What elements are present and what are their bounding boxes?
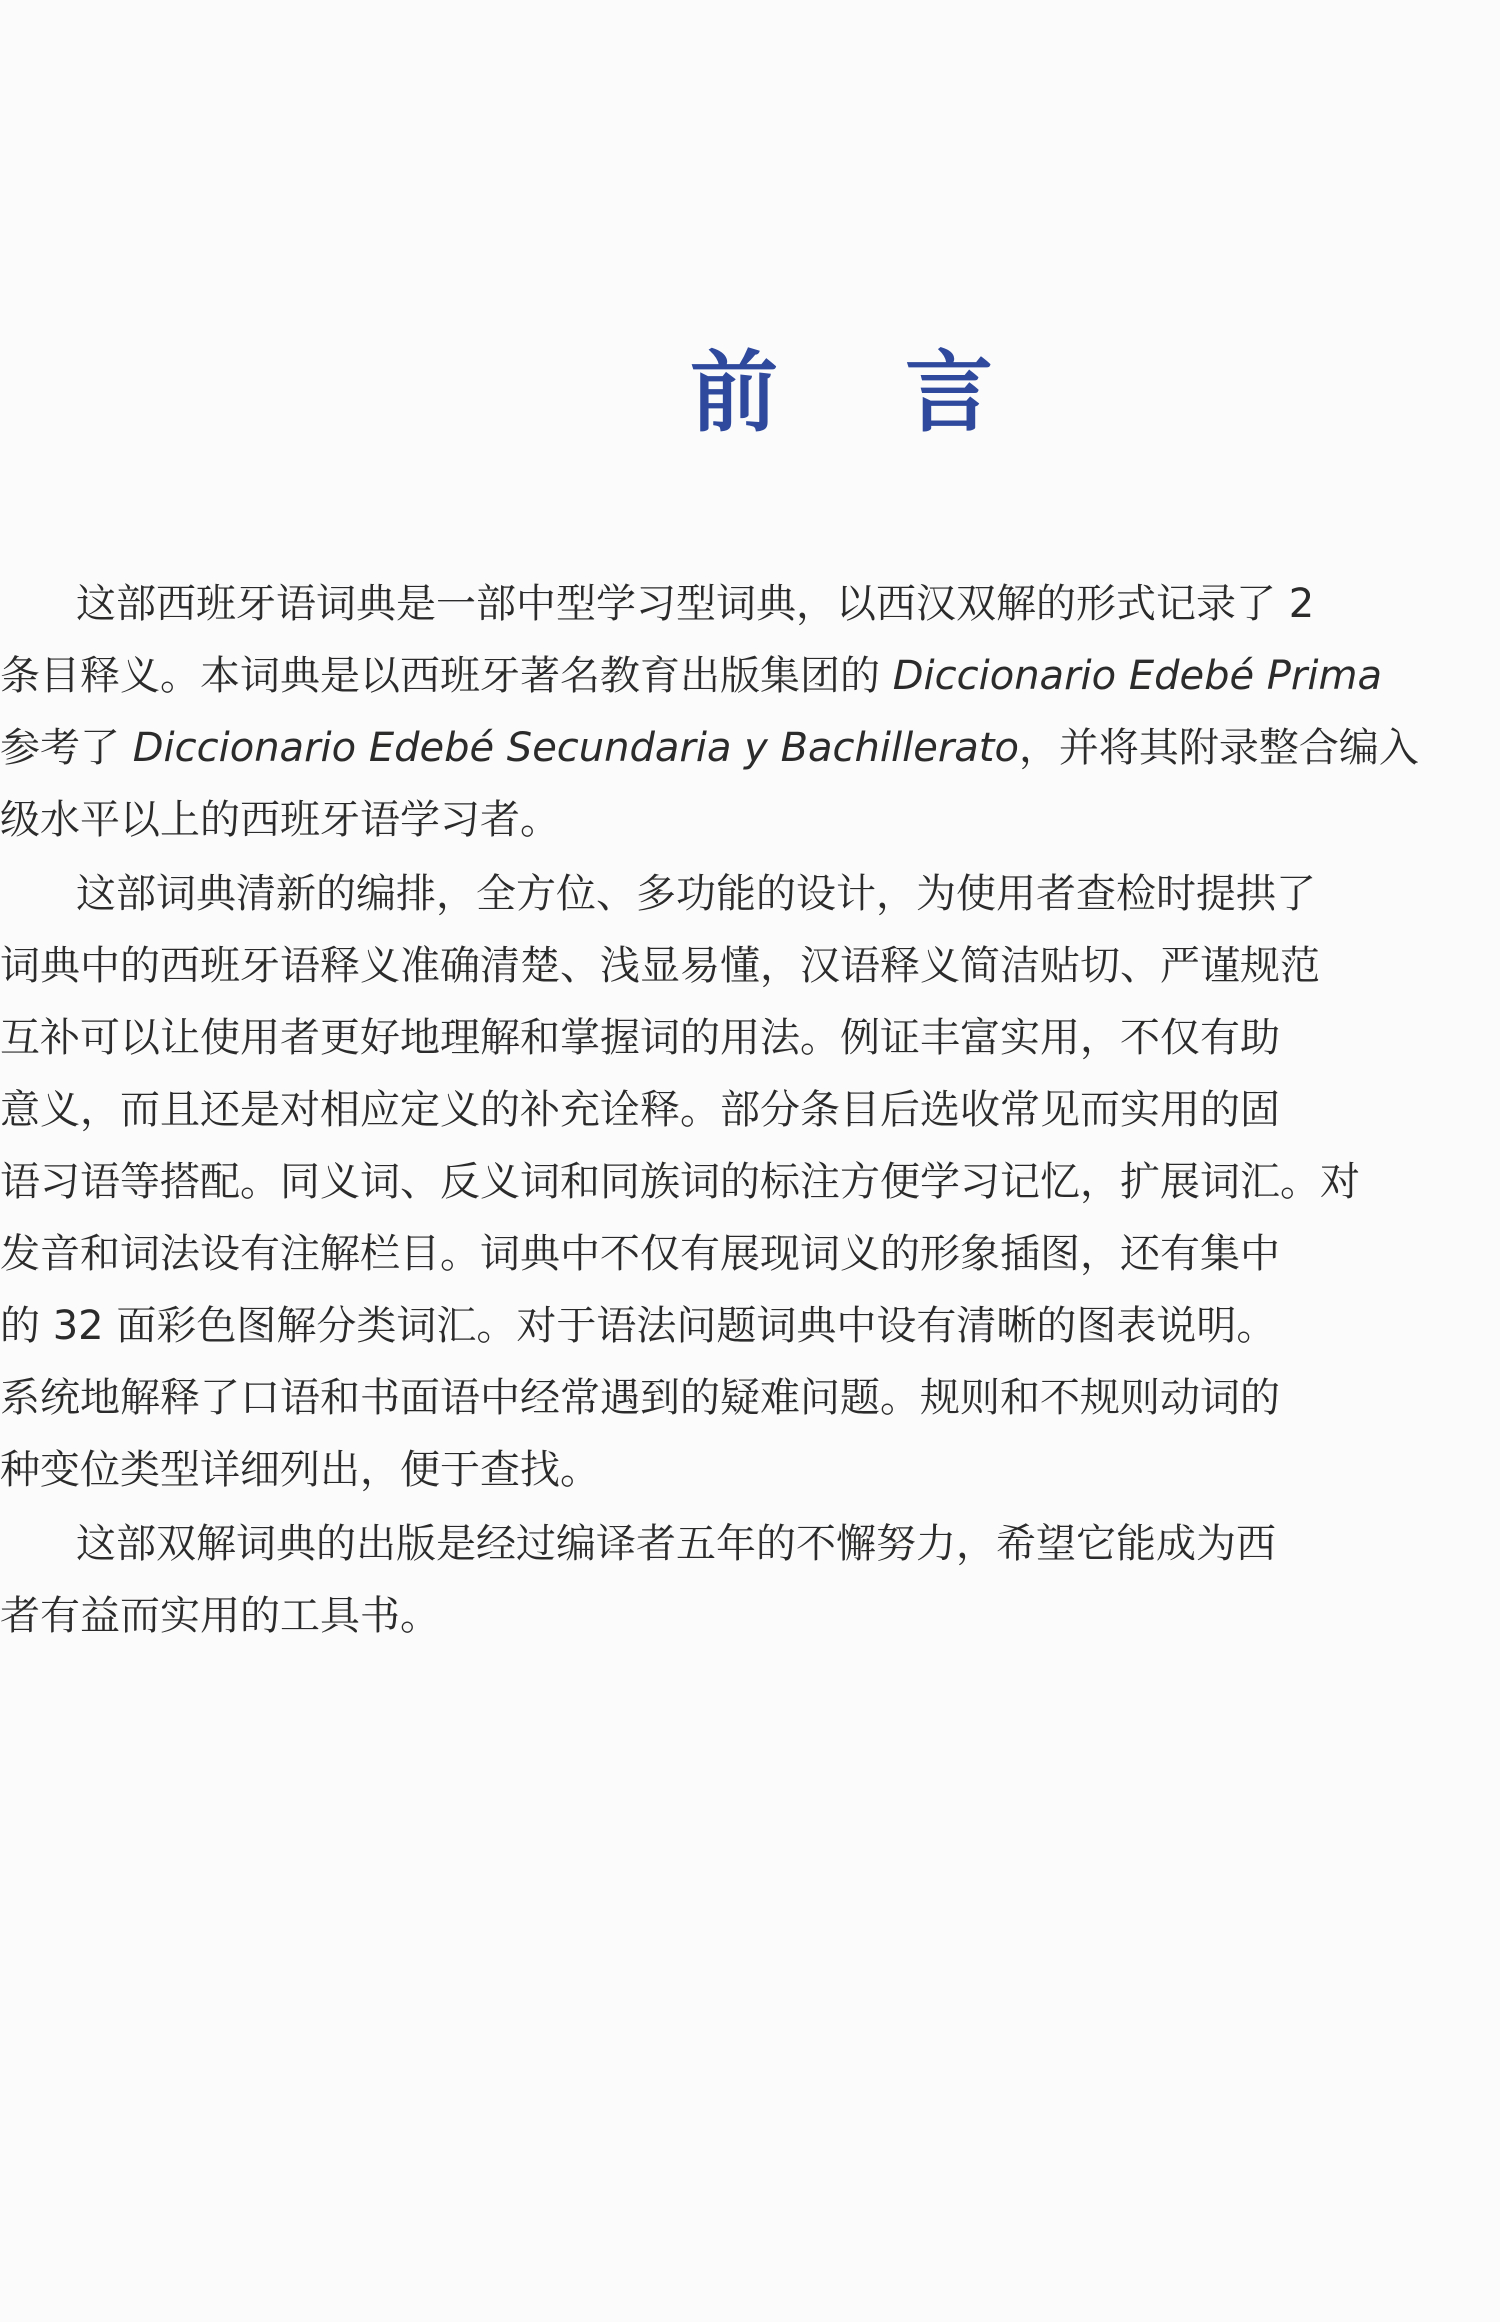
- body-line: 系统地解释了口语和书面语中经常遇到的疑难问题。规则和不规则动词的: [0, 1375, 1280, 1421]
- book-title-italic: Diccionario Edebé Secundaria y Bachillerato: [132, 725, 1019, 771]
- body-line: 发音和词法设有注解栏目。词典中不仅有展现词义的形象插图，还有集中: [0, 1231, 1280, 1277]
- title-char-1: 前: [690, 341, 779, 444]
- body-line: 的 32 面彩色图解分类词汇。对于语法问题词典中设有清晰的图表说明。: [0, 1303, 1277, 1349]
- body-line: 互补可以让使用者更好地理解和掌握词的用法。例证丰富实用，不仅有助: [0, 1015, 1280, 1061]
- body-line: 参考了 Diccionario Edebé Secundaria y Bachillerato，并将其附录整合编入: [0, 725, 1419, 771]
- book-title-italic: Diccionario Edebé Prima: [892, 653, 1382, 699]
- body-line: 条目释义。本词典是以西班牙著名教育出版集团的 Diccionario Edebé Prima: [0, 653, 1382, 699]
- body-line: 这部词典清新的编排，全方位、多功能的设计，为使用者查检时提拱了: [76, 871, 1316, 917]
- body-line: 意义，而且还是对相应定义的补充诠释。部分条目后选收常见而实用的固: [0, 1087, 1280, 1133]
- page-title: [690, 338, 1030, 448]
- body-line: 这部双解词典的出版是经过编译者五年的不懈努力，希望它能成为西: [76, 1521, 1276, 1567]
- title-char-2: 言: [905, 341, 994, 444]
- body-line: 种变位类型详细列出，便于查找。: [0, 1447, 600, 1493]
- body-line: 这部西班牙语词典是一部中型学习型词典，以西汉双解的形式记录了 2: [76, 581, 1315, 627]
- bleed-through-mark: [735, 465, 761, 539]
- body-line: 语习语等搭配。同义词、反义词和同族词的标注方便学习记忆，扩展词汇。对: [0, 1159, 1360, 1205]
- body-line: 级水平以上的西班牙语学习者。: [0, 797, 560, 843]
- body-line: 者有益而实用的工具书。: [0, 1593, 440, 1639]
- body-line: 词典中的西班牙语释义准确清楚、浅显易懂，汉语释义简洁贴切、严谨规范: [0, 943, 1320, 989]
